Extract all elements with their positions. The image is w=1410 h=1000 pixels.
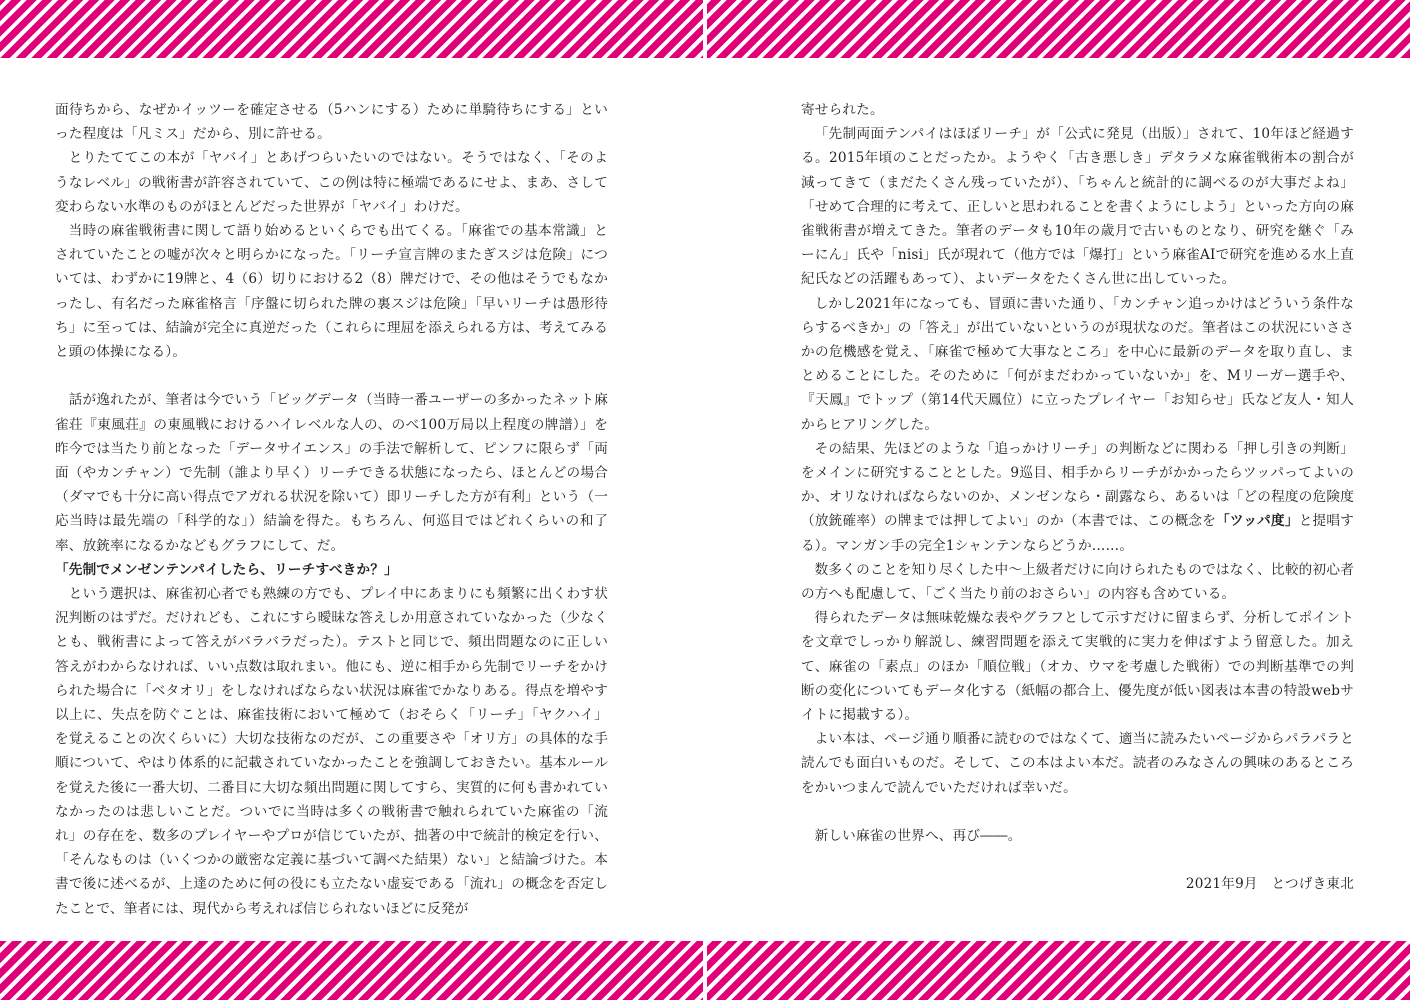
- left-paragraph-4: 話が逸れたが、筆者は今でいう「ビッグデータ（当時一番ユーザーの多かったネット麻雀荘『東風荘』の東風戦におけるハイレベルな人の、のべ100万局以上程度の牌譜）」を昨今では当たり前となった「データサイエンス」の手法で解析して、ピンフに限らず「両面（やカンチャン）で先制（誰より早く）リーチできる状態になったら、ほとんどの場合（ダマでも十分に高い得点でアガれる状況を除いて）即リーチした方が有利」という（一応当時は最先端の「科学的な」）結論を得た。もちろん、何巡目ではどれくらいの和了率、放銃率になるかなどもグラフにして、だ。: [55, 392, 608, 554]
- left-paragraph-2: とりたててこの本が「ヤバイ」とあげつらいたいのではない。そうではなく、「そのようなレベル」の戦術書が許容されていて、この例は特に極端であるにせよ、まあ、さして変わらない水準のものがほとんどだった世界が「ヤバイ」わけだ。: [55, 150, 608, 215]
- bottom-band-gutter: [703, 941, 707, 1000]
- signature-line: 2021年9月 とつげき東北: [1185, 876, 1354, 893]
- right-paragraph-6: 得られたデータは無味乾燥な表やグラフとして示すだけに留まらず、分析してポイントを文章でしっかり解説し、練習問題を添えて実戦的に実力を伸ばすよう留意した。加えて、麻雀の「素点」のほか「順位戦」（オカ、ウマを考慮した戦術）での判断基準での判断の変化についてもデータ化する（紙幅の都合上、優先度が低い図表は本書の特設webサイトに掲載する）。: [801, 610, 1354, 724]
- right-paragraph-4-text-a: その結果、先ほどのような「追っかけリーチ」の判断などに関わる「押し引きの判断」をメインに研究することとした。9巡目、相手からリーチがかかったらツッパってよいのか、オリなければならないのか、メンゼンなら・副露なら、あるいは「どの程度の危険度（放銃確率）の牌までは押してよい」のか（本書では、この概念を: [801, 440, 1354, 530]
- right-paragraph-1: 寄せられた。: [801, 102, 884, 118]
- right-paragraph-7: よい本は、ページ通り順番に読むのではなくて、適当に読みたいページからパラパラと読んでも面白いものだ。そして、この本はよい本だ。読者のみなさんの興味のあるところをかいつまんで読んでいただければ幸いだ。: [801, 731, 1354, 796]
- right-paragraph-2: 「先制両面テンパイはほぼリーチ」が「公式に発見（出版）」されて、10年ほど経過する。2015年頃のことだったか。ようやく「古き悪しき」デタラメな麻雀戦術本の割合が減ってきて（まだたくさん残っていたが）、「ちゃんと統計的に調べるのが大事だよね」「せめて合理的に考えて、正しいと思われることを書くようにしよう」といった方向の麻雀戦術書が増えてきた。筆者のデータも10年の歳月で古いものとなり、研究を継ぐ「みーにん」氏や「nisi」氏が現れて（他方では「爆打」という麻雀AIで研究を進める水上直紀氏などの活躍もあって）、よいデータをたくさん世に出していった。: [801, 126, 1354, 288]
- right-blank-line: [801, 800, 1354, 824]
- right-page: [801, 98, 1354, 896]
- right-paragraph-3: しかし2021年になっても、冒頭に書いた通り、「カンチャン追っかけはどういう条件ならするべきか」の「答え」が出ていないというのが現状なのだ。筆者はこの状況にいささかの危機感を覚え、「麻雀で極めて大事なところ」を中心に最新のデータを取り直し、まとめることにした。そのために「何がまだわかっていないか」を、Mリーガー選手や、『天鳳』でトップ（第14代天鳳位）に立ったプレイヤー「お知らせ」氏など友人・知人からヒアリングした。: [801, 295, 1354, 433]
- top-band-gutter: [703, 0, 707, 58]
- left-paragraph-3: 当時の麻雀戦術書に関して語り始めるといくらでも出てくる。「麻雀での基本常識」とされていたことの嘘が次々と明らかになった。「リーチ宣言牌のまたぎスジは危険」については、わずかに19牌と、4（6）切りにおける2（8）牌だけで、その他はそうでもなかったし、有名だった麻雀格言「序盤に切られた牌の裏スジは危険」「早いリーチは愚形待ち」に至っては、結論が完全に真逆だった（これらに理屈を添えられる方は、考えてみると頭の体操になる）。: [55, 223, 608, 361]
- left-blank-line: [55, 364, 608, 388]
- left-paragraph-1: 面待ちから、なぜかイッツーを確定させる（5ハンにする）ために単騎待ちにする」といった程度は「凡ミス」だから、別に許せる。: [55, 102, 608, 143]
- left-heading-question: 「先制でメンゼンテンパイしたら、リーチすべきか？」: [55, 561, 398, 578]
- right-paragraph-4-text-b: と提唱する）。マンガン手の完全1シャンテンならどうか……。: [801, 513, 1354, 554]
- right-paragraph-4: [801, 437, 1354, 558]
- tsuppa-do-term: 「ツッパ度」: [1216, 513, 1299, 530]
- right-paragraph-5: 数多くのことを知り尽くした中～上級者だけに向けられたものではなく、比較的初心者の方へも配慮して、「ごく当たり前のおさらい」の内容も含めている。: [801, 561, 1354, 603]
- left-page: [55, 98, 608, 921]
- left-paragraph-5: という選択は、麻雀初心者でも熟練の方でも、プレイ中にあまりにも頻繁に出くわす状況判断のはずだ。だけれども、これにすら曖昧な答えしか用意されていなかった（少なくとも、戦術書によって答えがバラバラだった）。テストと同じで、頻出問題なのに正しい答えがわからなければ、いい点数は取れまい。他にも、逆に相手から先制でリーチをかけられた場合に「ベタオリ」をしなければならない状況は麻雀でかなりある。得点を増やす以上に、失点を防ぐことは、麻雀技術において極めて（おそらく「リーチ」「ヤクハイ」を覚えることの次くらいに）大切な技術なのだが、この重要さや「オリ方」の具体的な手順について、やはり体系的に記載されていなかったことを強調しておきたい。基本ルールを覚えた後に一番大切、二番目に大切な頻出問題に関してすら、実質的に何も書かれていなかったのは悲しいことだ。ついでに当時は多くの戦術書で触れられていた麻雀の「流れ」の存在を、数多のプレイヤーやプロが信じていたが、拙著の中で統計的検定を行い、「そんなものは（いくつかの厳密な定義に基づいて調べた結果）ない」と結論づけた。本書で後に述べるが、上達のために何の役にも立たない虚妄である「流れ」の概念を否定したことで、筆者には、現代から考えれば信じられないほどに反発が: [55, 586, 608, 917]
- right-paragraph-8: 新しい麻雀の世界へ、再び――。: [814, 828, 1022, 845]
